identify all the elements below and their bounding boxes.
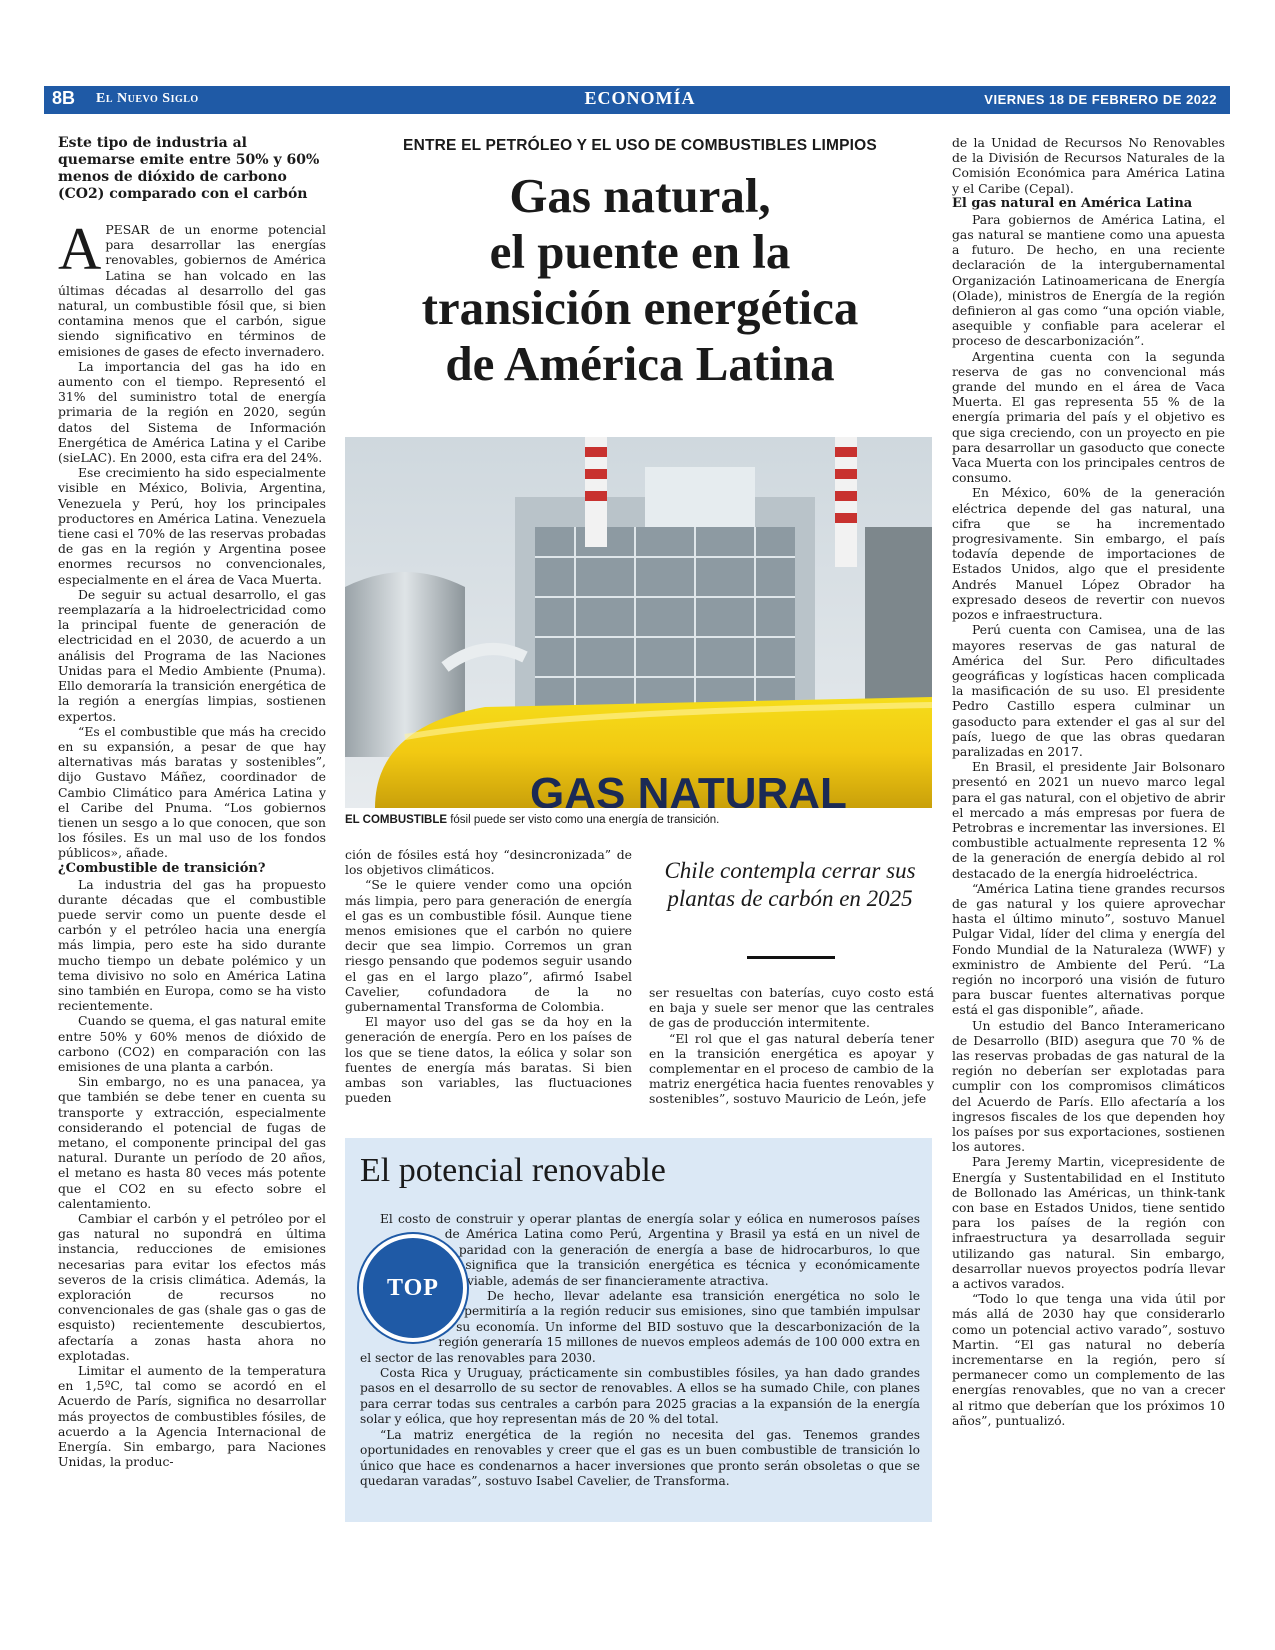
- drop-cap: A: [58, 216, 102, 282]
- paragraph: “Es el combustible que más ha crecido en su expansión, a pesar de que hay alternativas más baratas y sostenibles”, dijo Gustavo Máñez, coordinador de Cambio Climático para América Latina y el Caribe del Pnuma. “Los gobiernos tienen un sesgo a lo que conocen, que son los fósiles. Es un mal uso de los fondos públicos», añade.: [58, 723, 326, 861]
- paragraph: “América Latina tiene grandes recursos de gas natural y los quiere aprovechar hasta el último minuto”, sostuvo Manuel Pulgar Vidal, líder del clima y energía del Fondo Mundial de la Naturaleza (WWF) y exministro de Ambiente del Perú. “La región no incorporó una visión de futuro para buscar fuentes alternativas porque está el gas disponible”, añade.: [952, 880, 1225, 1018]
- paragraph: Ese crecimiento ha sido especialmente visible en México, Bolivia, Argentina, Venezuela y Perú, hoy los principales productores en América Latina. Venezuela tiene casi el 70% de las reservas probadas de gas en la región y Argentina posee enormes recursos no convencionales, especialmente en el área de Vaca Muerta.: [58, 465, 326, 587]
- paragraph: El mayor uso del gas se da hoy en la generación de energía. Pero en los países de los que se tiene datos, la eólica y solar son fuentes de energía más baratas. Si bien ambas son variables, las fluctuaciones pueden: [345, 1014, 632, 1106]
- headline-line: el puente en la: [489, 224, 791, 279]
- paragraph: La importancia del gas ha ido en aumento con el tiempo. Representó el 31% del suministro total de energía primaria de la región en 2020, según datos del Sistema de Información Energética de América Latina y el Caribe (sieLAC). En 2000, esta cifra era del 24%.: [58, 358, 326, 466]
- top-badge: [359, 1234, 467, 1342]
- paragraph: De seguir su actual desarrollo, el gas reemplazaría a la hidroelectricidad como la principal fuente de generación de electricidad en el 2030, de acuerdo a un análisis del Programa de las Naciones Unidas para el Medio Ambiente (Pnuma). Ello demoraría la transición energética de la región a energías limpias, sostienen expertos.: [58, 586, 326, 724]
- gas-plant-illustration: [345, 437, 932, 808]
- headline-line: Gas natural,: [509, 168, 771, 223]
- paragraph: Sin embargo, no es una panacea, ya que también se debe tener en cuenta su transporte y extracción, especialmente considerando el potencial de fugas de metano, el componente principal del gas natural. Durante un período de 20 años, el metano es hasta 80 veces más potente que el CO2 en su efecto sobre el calentamiento.: [58, 1074, 326, 1211]
- page-number: 8B: [52, 88, 76, 108]
- column-3: [649, 985, 934, 1107]
- article-photo: [345, 437, 932, 808]
- top-badge-label: TOP: [387, 1274, 439, 1301]
- paragraph: Para Jeremy Martin, vicepresidente de Energía y Sustentabilidad en el Instituto de Bollonado las Américas, un think-tank con base en Estados Unidos, tiene sentido para los países de la región con infraestructura ya desarrollada seguir utilizando gas natural. Sin embargo, desarrollar nuevos proyectos podría llevar a activos varados.: [952, 1154, 1225, 1292]
- paragraph: “Todo lo que tenga una vida útil por más allá de 2030 hay que considerarlo como un potencial activo varado”, sostuvo Martin. “El gas natural no debería incrementarse en la región, pero sí permanecer como un complemento de las energías renovables, que no van a crecer al ritmo que deberían que los próximos 10 años”, puntualizó.: [952, 1291, 1225, 1428]
- paragraph: de la Unidad de Recursos No Renovables de la División de Recursos Naturales de la Comisión Económica para América Latina y el Caribe (Cepal).: [952, 135, 1225, 196]
- subhead: ¿Combustible de transición?: [58, 860, 266, 876]
- paragraph: En Brasil, el presidente Jair Bolsonaro presentó en 2021 un nuevo marco legal para el gas natural, con el objetivo de abrir el mercado a más empresas por fuera de Petrobras e incrementar las inversiones. El combustible actualmente representa 12 % de la generación de energía debido al rol destacado de la energía hidroeléctrica.: [952, 759, 1225, 881]
- lead-summary: Este tipo de industria al quemarse emite entre 50% y 60% menos de dióxido de carbono (CO2) comparado con el carbón: [58, 135, 320, 202]
- paragraph: El costo de construir y operar plantas de energía solar y eólica en numerosos países de América Latina como Perú, Argentina y Brasil ya está en un nivel de paridad con la generación de energía a base de hidrocarburos, lo que significa que la transición energética es técnica y económicamente viable, además de ser financieramente atractiva.: [380, 1212, 920, 1288]
- paragraph: “La matriz energética de la región no necesita del gas. Tenemos grandes oportunidades en renovables y creer que el gas es un buen combustible de transición lo único que hace es condenarnos a hacer inversiones que pronto serán obsoletas o que se quedaran varadas”, sostuvo Isabel Cavelier, de Transforma.: [360, 1427, 920, 1488]
- caption-lead: EL COMBUSTIBLE: [345, 814, 448, 826]
- pull-quote: Chile contempla cerrar sus plantas de carbón en 2025: [664, 858, 916, 911]
- paragraph: ser resueltas con baterías, cuyo costo está en baja y suele ser menor que las centrales de gas de producción intermitente.: [649, 985, 934, 1031]
- paragraph: Argentina cuenta con la segunda reserva de gas no convencional más grande del mundo en el área de Vaca Muerta. El gas representa 55 % de la energía primaria del país y el objetivo es que siga creciendo, con un proyecto en pie para desarrollar un gasoducto que conecte Vaca Muerta con los principales centros de consumo.: [952, 348, 1225, 486]
- paragraph: “Se le quiere vender como una opción más limpia, pero para generación de energía el gas es un combustible fósil. Aunque tiene menos emisiones que el carbón no quiere decir que sea limpio. Corremos un gran riesgo pensando que podemos seguir usando el gas en el largo plazo”, afirmó Isabel Cavelier, cofundadora de la no gubernamental Transforma de Colombia.: [345, 877, 632, 1015]
- tank-lettering: GAS NATURAL: [530, 769, 847, 808]
- paragraph: Limitar el aumento de la temperatura en 1,5ºC, tal como se acordó en el Acuerdo de París, significa no desarrollar más proyectos de combustibles fósiles, de acuerdo a la Agencia Internacional de Energía. Sin embargo, para Naciones Unidas, la produc-: [58, 1363, 326, 1470]
- column-1: [58, 216, 326, 1470]
- paragraph: Cuando se quema, el gas natural emite entre 50% y 60% menos de dióxido de carbono (CO2) en comparación con las emisiones de una planta a carbón.: [58, 1013, 326, 1074]
- paragraph: Para gobiernos de América Latina, el gas natural se mantiene como una apuesta a futuro. De hecho, en una reciente declaración de la intergubernamental Organización Latinoamericana de Energía (Olade), ministros de Energía de la región definieron al gas como “una opción viable, asequible y confiable para acelerar el proceso de descarbonización”.: [952, 211, 1225, 349]
- column-2: [345, 847, 632, 1105]
- headline-line: de América Latina: [445, 336, 835, 391]
- photo-caption: [345, 814, 932, 826]
- issue-date: VIERNES 18 DE FEBRERO DE 2022: [984, 92, 1217, 107]
- paragraph: ción de fósiles está hoy “desincronizada” de los objetivos climáticos.: [345, 847, 632, 878]
- paragraph: En México, 60% de la generación eléctrica depende del gas natural, una cifra que se ha incrementado progresivamente. Sin embargo, el país todavía depende de importaciones de Estados Unidos, algo que el presidente Andrés Manuel López Obrador ha expresado deseos de revertir con nuevos pozos e infraestructura.: [952, 485, 1225, 623]
- column-4: [952, 135, 1225, 1428]
- kicker: ENTRE EL PETRÓLEO Y EL USO DE COMBUSTIBLES LIMPIOS: [403, 137, 877, 154]
- paragraph: PESAR de un enorme potencial para desarrollar las energías renovables, gobiernos de América Latina se han volcado en las últimas décadas al desarrollo del gas natural, un combustible fósil que, si bien contamina menos que el carbón, sigue siendo significativo en términos de emisiones de gases de efecto invernadero.: [58, 222, 326, 359]
- headline: [345, 168, 935, 392]
- headline-line: transición energética: [421, 280, 859, 335]
- caption-text: fósil puede ser visto como una energía de transición.: [447, 814, 720, 826]
- paragraph: Perú cuenta con Camisea, una de las mayores reservas de gas natural de América del Sur. Pero dificultades geográficas y logísticas hacen complicada la masificación de su uso. El presidente Pedro Castillo espera culminar un gasoducto para extender el gas al sur del país, luego de que las obras quedaran paralizadas en 2017.: [952, 622, 1225, 759]
- paragraph: Cambiar el carbón y el petróleo por el gas natural no supondrá en última instancia, reducciones de emisiones necesarias para evitar los efectos más severos de la crisis climática. Además, la exploración de recursos no convencionales de gas (shale gas o gas de esquisto) recientemente descubiertos, afectaría a zonas hasta ahora no explotadas.: [58, 1211, 326, 1363]
- paragraph: Un estudio del Banco Interamericano de Desarrollo (BID) asegura que 70 % de las reservas probadas de gas natural de la región no deberían ser explotadas para cumplir con los compromisos climáticos del Acuerdo de París. Ello afectaría a los ingresos fiscales de los que dependen hoy los países por sus exportaciones, sostienen los autores.: [952, 1017, 1225, 1155]
- paragraph: La industria del gas ha propuesto durante décadas que el combustible puede servir como un puente desde el carbón y el petróleo hacia una energía más limpia, pero este ha sido durante mucho tiempo un debate polémico y un tema divisivo no solo en América Latina sino también en Europa, como se ha visto recientemente.: [58, 876, 326, 1014]
- paragraph: De hecho, llevar adelante esa transición energética no solo le permitiría a la región reducir sus emisiones, sino que también impulsar su economía. Un informe del BID sostuvo que la descarbonización de la región generaría 15 millones de nuevos empleos además de 100 000 extra en el sector de las renovables para 2030.: [360, 1289, 920, 1365]
- paragraph: Costa Rica y Uruguay, prácticamente sin combustibles fósiles, ya han dado grandes pasos en el desarrollo de su sector de renovables. A ellos se ha sumado Chile, con planes para cerrar todas sus centrales a carbón para 2025 gracias a la expansión de la energía solar y eólica, que hoy representan más de 20 % del total.: [360, 1366, 920, 1427]
- subhead: El gas natural en América Latina: [952, 195, 1193, 211]
- section-name: ECONOMÍA: [584, 88, 696, 108]
- pull-quote-rule: [747, 956, 835, 959]
- paragraph: “El rol que el gas natural debería tener en la transición energética es apoyar y complementar en el proceso de cambio de la matriz energética hacia fuentes renovables y sostenibles”, sostuvo Mauricio de León, jefe: [649, 1030, 934, 1107]
- sidebar-title: El potencial renovable: [360, 1152, 666, 1189]
- paper-name: El Nuevo Siglo: [96, 91, 199, 106]
